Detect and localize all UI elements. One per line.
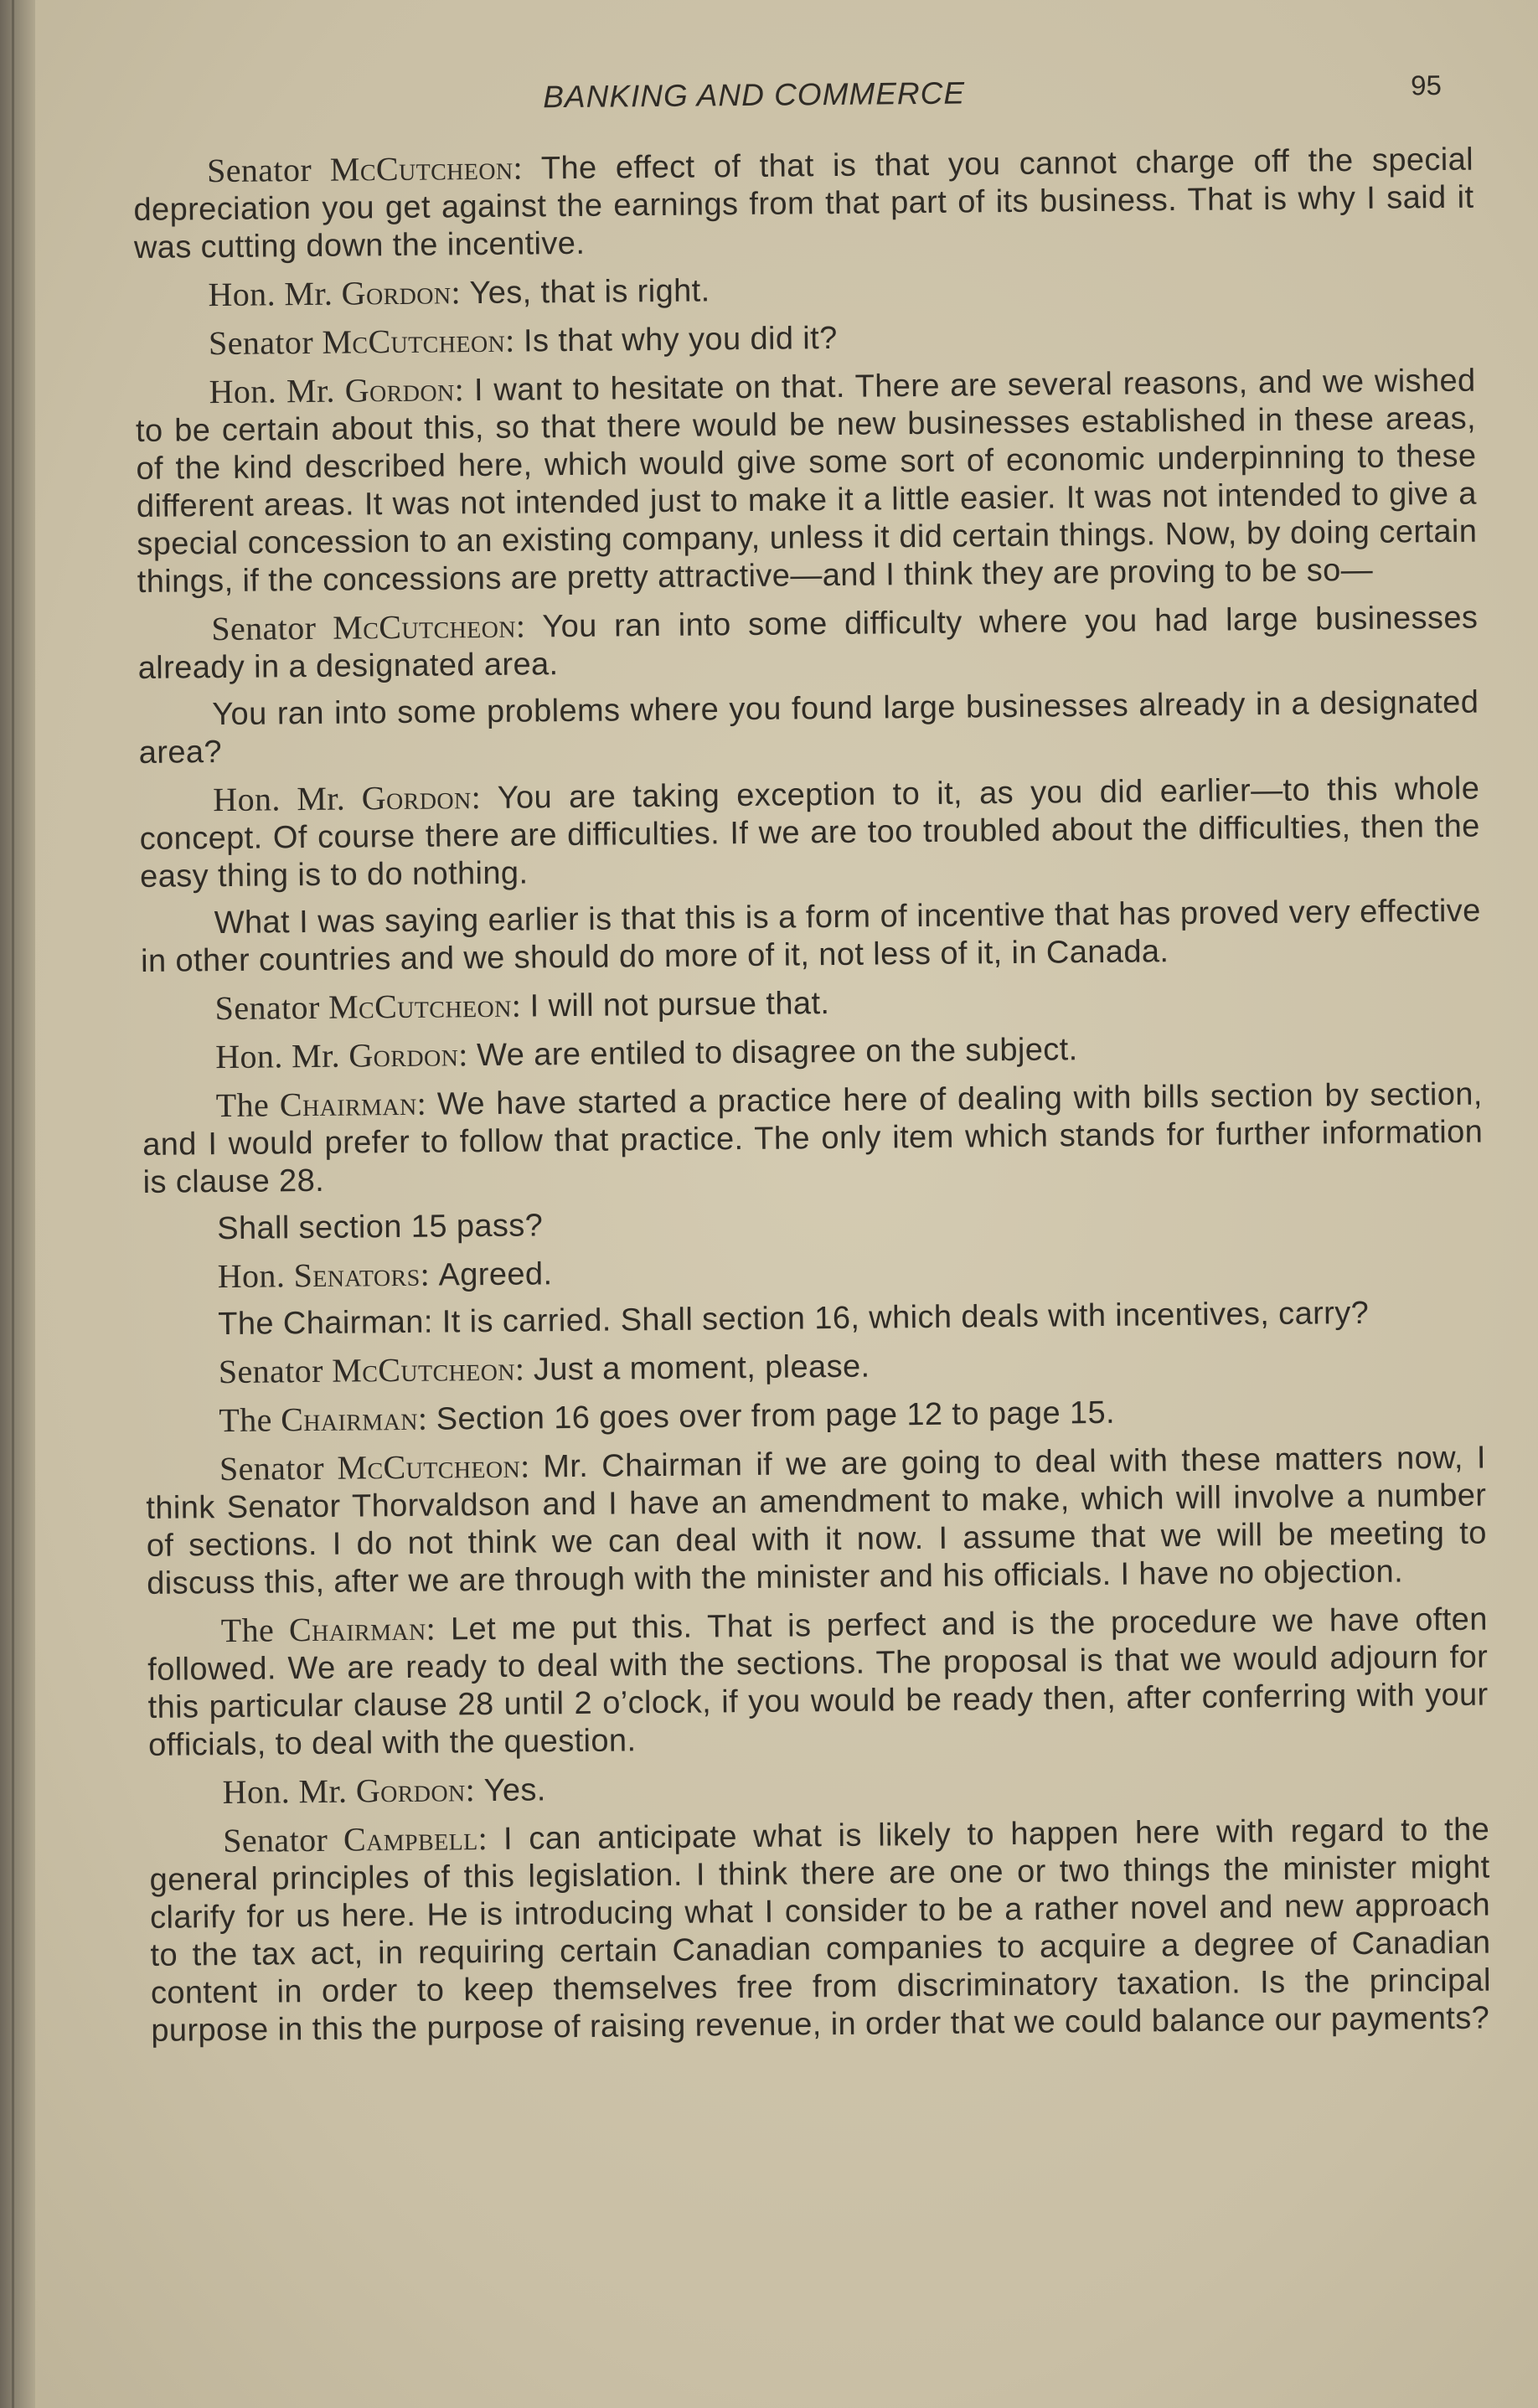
transcript-paragraph (134, 264, 1474, 316)
paragraph-text: Just a moment, please. (533, 1348, 870, 1388)
transcript-paragraph (148, 1761, 1489, 1813)
page-content (132, 64, 1492, 2060)
paragraph-text: You are taking exception to it, as you did earlier—to this whole concept. Of course there are difficulties. If we are too troubled about the difficulties, then the easy thing is to do nothing. (139, 771, 1480, 895)
speaker-title: Senator (223, 1820, 344, 1860)
transcript-paragraph (138, 684, 1479, 772)
paragraph-text: We have started a practice here of dealing with bills section by section, and I would prefer to follow that practice. The only item which stands for further information is clause 28. (142, 1076, 1484, 1200)
speaker-title: Senator (218, 1351, 333, 1391)
speaker-name: Gordon (361, 778, 472, 817)
transcript-paragraph (146, 1438, 1488, 1603)
speaker-title: Hon. Mr. (209, 371, 345, 411)
book-binding-edge (0, 0, 35, 2408)
speaker-title: Hon. Mr. (208, 274, 342, 314)
transcript-paragraph (142, 1075, 1484, 1202)
speaker-name: Chairman (279, 1084, 417, 1124)
paragraph-text: I will not pursue that. (529, 986, 830, 1024)
speaker-title: Senator (214, 987, 329, 1028)
speaker-title: Senator (208, 322, 323, 363)
speaker-name: Chairman (288, 1609, 426, 1649)
speaker-name: Campbell (343, 1819, 478, 1859)
transcript-paragraph (135, 361, 1478, 601)
transcript-paragraph (147, 1600, 1489, 1765)
transcript-paragraph (141, 977, 1481, 1029)
page-header (132, 64, 1473, 127)
speaker-name: McCutcheon (322, 321, 506, 361)
speaker-separator: : (513, 148, 542, 187)
speaker-label (211, 606, 542, 647)
speaker-title: Senator (206, 150, 331, 190)
speaker-label (213, 778, 498, 818)
paragraph-text: We are entiled to disagree on the subject. (476, 1032, 1078, 1074)
speaker-title: Senator (219, 1448, 338, 1488)
speaker-label (222, 1771, 483, 1811)
transcript-body (133, 140, 1492, 2050)
binding-shadow-line (12, 0, 14, 2408)
speaker-separator: : (514, 1349, 534, 1388)
paragraph-text: Is that why you did it? (523, 320, 838, 359)
speaker-label (218, 1256, 439, 1296)
running-head: BANKING AND COMMERCE (543, 75, 966, 115)
speaker-label (215, 1035, 477, 1075)
speaker-separator: : (515, 606, 543, 645)
speaker-name: Gordon (355, 1771, 466, 1810)
transcript-paragraph (144, 1294, 1484, 1344)
speaker-label (219, 1349, 534, 1390)
transcript-paragraph (137, 598, 1479, 688)
speaker-name: McCutcheon (328, 986, 512, 1026)
speaker-label (219, 1446, 544, 1488)
speaker-label (221, 1609, 452, 1649)
paragraph-text: Yes. (483, 1772, 546, 1809)
transcript-paragraph (143, 1199, 1484, 1249)
speaker-title: The (220, 1611, 290, 1650)
paragraph-text: Agreed. (438, 1256, 553, 1293)
speaker-label (214, 986, 529, 1027)
speaker-separator: : (451, 273, 470, 312)
transcript-paragraph (142, 1026, 1482, 1078)
transcript-paragraph (133, 140, 1474, 267)
paragraph-text: Mr. Chairman if we are going to deal with these matters now, I think Senator Thorvaldson and I have an amendment to make, which will involve a number of sections. I do not think we can deal with it now. I assume that we will be meeting to discuss this, after we are through with the minister and his officials. I have no objection. (146, 1440, 1487, 1601)
transcript-paragraph (140, 893, 1481, 981)
speaker-label (207, 148, 541, 189)
paragraph-text: Yes, that is right. (469, 273, 710, 312)
speaker-title: Hon. Mr. (213, 779, 362, 819)
speaker-label (208, 273, 469, 313)
speaker-separator: : (511, 986, 530, 1024)
paragraph-text: Let me put this. That is perfect and is the procedure we have often followed. We are ready to deal with the sections. The proposal is that we would adjourn for this particular clause 28 until 2 o’clock, if you would be ready then, after conferring with your officials, to deal with the question. (147, 1601, 1489, 1763)
speaker-name: Gordon (341, 273, 452, 312)
speaker-name: McCutcheon (337, 1446, 521, 1487)
speaker-name: McCutcheon (329, 148, 514, 188)
speaker-title: Hon. Mr. (222, 1771, 357, 1812)
paragraph-text: The effect of that is that you cannot charge off the special depreciation you get against the earnings from that part of its business. That is why I said it was cutting down the incentive. (133, 142, 1474, 266)
speaker-name: McCutcheon (332, 1349, 516, 1390)
transcript-paragraph (144, 1245, 1484, 1297)
speaker-label (216, 1085, 437, 1125)
speaker-separator: : (477, 1818, 504, 1858)
speaker-label (223, 1819, 503, 1859)
paragraph-text: The Chairman: It is carried. Shall section 16, which deals with incentives, carry? (218, 1295, 1370, 1343)
paragraph-text: Section 16 goes over from page 12 to page 15. (436, 1395, 1116, 1437)
speaker-separator: : (417, 1399, 436, 1437)
paragraph-text: Shall section 15 pass? (217, 1208, 544, 1247)
speaker-title: The (219, 1400, 281, 1440)
speaker-separator: : (504, 321, 524, 359)
speaker-title: Hon. Mr. (215, 1036, 349, 1076)
speaker-separator: : (458, 1035, 477, 1074)
speaker-title: The (215, 1085, 281, 1125)
speaker-separator: : (416, 1084, 438, 1122)
speaker-separator: : (465, 1771, 484, 1809)
speaker-name: Senators (293, 1255, 421, 1295)
paragraph-text: I want to hesitate on that. There are several reasons, and we wished to be certain about this, so that there would be new businesses established in these areas, of the kind described here, which would give some sort of economic underpinning to these different areas. It was not intended just to make it a little easier. It was not intended to give a special concession to an existing company, unless it did certain things. Now, by doing certain things, if the concessions are pretty attractive—and I think they are proving to be so— (135, 363, 1478, 600)
paragraph-text: You ran into some difficulty where you had large businesses already in a designated area. (137, 600, 1479, 686)
speaker-separator: : (454, 370, 475, 409)
transcript-paragraph (135, 312, 1475, 364)
paragraph-text: You ran into some problems where you found large businesses already in a designated area? (138, 684, 1479, 771)
speaker-separator: : (519, 1446, 544, 1485)
transcript-paragraph (149, 1810, 1492, 2050)
speaker-name: Gordon (348, 1035, 459, 1075)
speaker-separator: : (426, 1609, 452, 1647)
transcript-paragraph (145, 1390, 1485, 1441)
speaker-label (209, 322, 524, 363)
transcript-paragraph (139, 769, 1480, 896)
page-number: 95 (1410, 69, 1443, 101)
speaker-title: Senator (211, 608, 333, 648)
speaker-separator: : (471, 777, 498, 817)
speaker-separator: : (420, 1255, 439, 1293)
speaker-label (219, 1400, 436, 1439)
speaker-name: McCutcheon (333, 606, 517, 647)
transcript-paragraph (145, 1341, 1485, 1393)
paragraph-text: I can anticipate what is likely to happen here with regard to the general principles of this legislation. I think there are one or two things the minister might clarify for us here. He is introducing what I consider to be a rather novel and new approach to the tax act, in requiring certain Canadian companies to acquire a degree of Canadian content in order to keep themselves free from discriminatory taxation. Is the principal purpose in this the purpose of raising revenue, in order that we could balance our payments? (149, 1812, 1492, 2049)
speaker-name: Gordon (344, 370, 455, 410)
speaker-label (209, 370, 474, 410)
speaker-title: Hon. (217, 1256, 294, 1296)
speaker-name: Chairman (280, 1399, 419, 1439)
paragraph-text: What I was saying earlier is that this is a form of incentive that has proved very effective in other countries and we should do more of it, not less of it, in Canada. (140, 893, 1481, 979)
